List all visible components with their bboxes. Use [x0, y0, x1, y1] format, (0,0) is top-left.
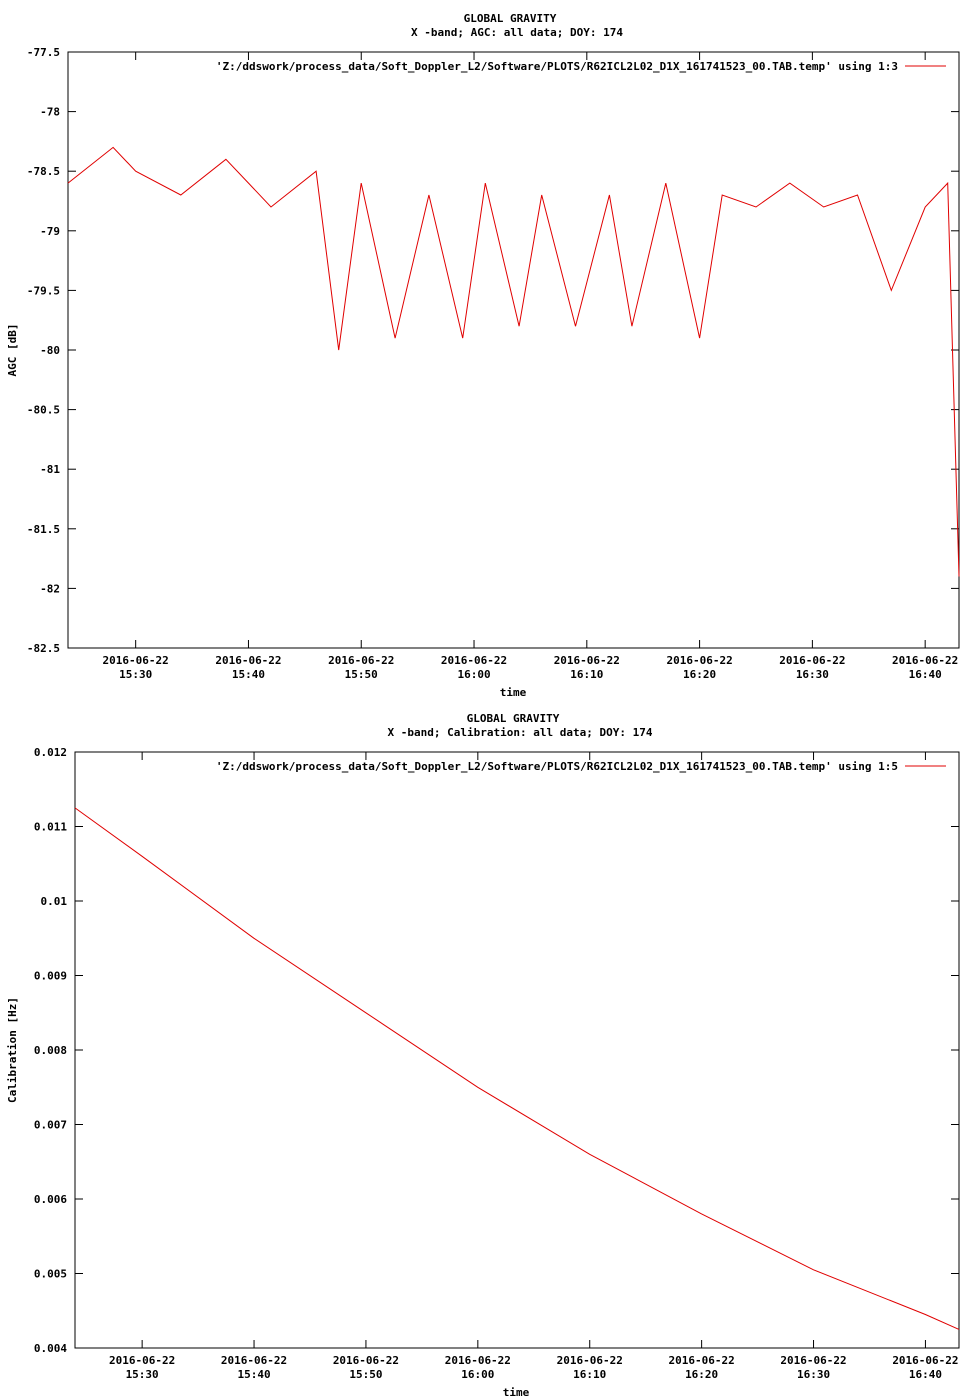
- cal-x-tick-date: 2016-06-22: [332, 1354, 400, 1367]
- agc-x-tick-time: 16:00: [457, 668, 491, 681]
- agc-x-tick-date: 2016-06-22: [553, 654, 620, 667]
- agc-y-axis: [27, 46, 959, 655]
- cal-x-tick-time: 16:20: [685, 1368, 719, 1381]
- agc-x-axis: [103, 52, 959, 681]
- agc-x-tick-time: 15:30: [119, 668, 153, 681]
- cal-x-tick-time: 15:50: [349, 1368, 383, 1381]
- cal-y-tick-label: 0.005: [33, 1267, 67, 1281]
- calibration-legend-label: 'Z:/ddswork/process_data/Soft_Doppler_L2/Software/PLOTS/R62ICL2L02_D1X_161741523_00.TAB.temp' using 1:5: [215, 760, 898, 773]
- cal-y-tick-label: 0.006: [33, 1193, 67, 1206]
- cal-x-tick-time: 16:40: [908, 1368, 942, 1381]
- agc-y-tick-label: -82.5: [26, 642, 60, 655]
- agc-y-tick-label: -82: [40, 582, 60, 596]
- cal-x-tick-time: 16:30: [796, 1368, 831, 1381]
- agc-series-line: [68, 147, 959, 576]
- agc-x-tick-time: 16:40: [908, 668, 942, 681]
- cal-x-tick-time: 16:00: [461, 1368, 495, 1381]
- cal-x-tick-date: 2016-06-22: [220, 1354, 288, 1367]
- agc-x-tick-date: 2016-06-22: [328, 654, 395, 667]
- agc-y-tick-label: -81: [40, 463, 60, 477]
- agc-x-tick-time: 16:30: [795, 668, 829, 681]
- agc-x-axis-label: time: [499, 686, 527, 699]
- calibration-y-axis: [34, 746, 959, 1355]
- cal-x-tick-date: 2016-06-22: [444, 1354, 511, 1367]
- cal-y-tick-label: 0.01: [40, 895, 67, 908]
- agc-y-tick-label: -78: [40, 105, 60, 119]
- calibration-y-axis-label: Calibration [Hz]: [6, 997, 19, 1103]
- agc-y-tick-label: -79: [40, 224, 60, 238]
- cal-x-tick-time: 16:10: [573, 1368, 607, 1381]
- cal-x-tick-date: 2016-06-22: [892, 1354, 959, 1367]
- cal-x-tick-date: 2016-06-22: [109, 1354, 176, 1367]
- agc-plot-frame: [68, 52, 959, 648]
- agc-legend-label: 'Z:/ddswork/process_data/Soft_Doppler_L2/Software/PLOTS/R62ICL2L02_D1X_161741523_00.TAB.temp' using 1:3: [215, 60, 898, 73]
- agc-x-tick-time: 15:50: [344, 668, 378, 681]
- agc-chart-title: GLOBAL GRAVITY: [463, 12, 557, 25]
- agc-y-tick-label: -78.5: [26, 165, 60, 179]
- agc-y-tick-label: -80: [40, 344, 60, 357]
- cal-y-tick-label: 0.004: [33, 1342, 67, 1355]
- agc-y-tick-label: -79.5: [26, 284, 60, 298]
- agc-chart: [6, 12, 959, 699]
- agc-x-tick-date: 2016-06-22: [779, 654, 846, 667]
- agc-x-tick-date: 2016-06-22: [102, 654, 169, 667]
- calibration-x-axis: [109, 752, 959, 1381]
- cal-x-tick-date: 2016-06-22: [556, 1354, 623, 1367]
- cal-y-tick-label: 0.007: [33, 1118, 67, 1132]
- agc-x-tick-time: 16:10: [570, 668, 604, 681]
- cal-y-tick-label: 0.011: [33, 820, 67, 834]
- agc-y-tick-label: -80.5: [26, 403, 60, 417]
- cal-y-tick-label: 0.012: [33, 746, 67, 759]
- cal-x-tick-time: 15:30: [125, 1368, 159, 1381]
- agc-y-axis-label: AGC [dB]: [6, 323, 19, 377]
- calibration-chart-title: GLOBAL GRAVITY: [466, 712, 560, 725]
- cal-x-tick-date: 2016-06-22: [668, 1354, 735, 1367]
- agc-x-tick-date: 2016-06-22: [440, 654, 508, 667]
- calibration-x-axis-label: time: [502, 1386, 530, 1399]
- agc-x-tick-time: 16:20: [683, 668, 717, 681]
- calibration-series-line: [75, 808, 959, 1330]
- calibration-plot-frame: [75, 752, 959, 1348]
- cal-x-tick-time: 15:40: [237, 1368, 271, 1381]
- calibration-chart: [6, 712, 959, 1399]
- agc-chart-subtitle: X -band; AGC: all data; DOY: 174: [411, 26, 623, 39]
- agc-x-tick-date: 2016-06-22: [666, 654, 733, 667]
- cal-y-tick-label: 0.008: [33, 1044, 67, 1057]
- cal-y-tick-label: 0.009: [33, 969, 67, 983]
- agc-x-tick-date: 2016-06-22: [892, 654, 959, 667]
- agc-y-tick-label: -77.5: [26, 46, 60, 59]
- agc-y-tick-label: -81.5: [26, 522, 60, 536]
- calibration-chart-subtitle: X -band; Calibration: all data; DOY: 174: [387, 726, 653, 739]
- agc-x-tick-date: 2016-06-22: [215, 654, 282, 667]
- agc-x-tick-time: 15:40: [231, 668, 266, 681]
- cal-x-tick-date: 2016-06-22: [780, 1354, 847, 1367]
